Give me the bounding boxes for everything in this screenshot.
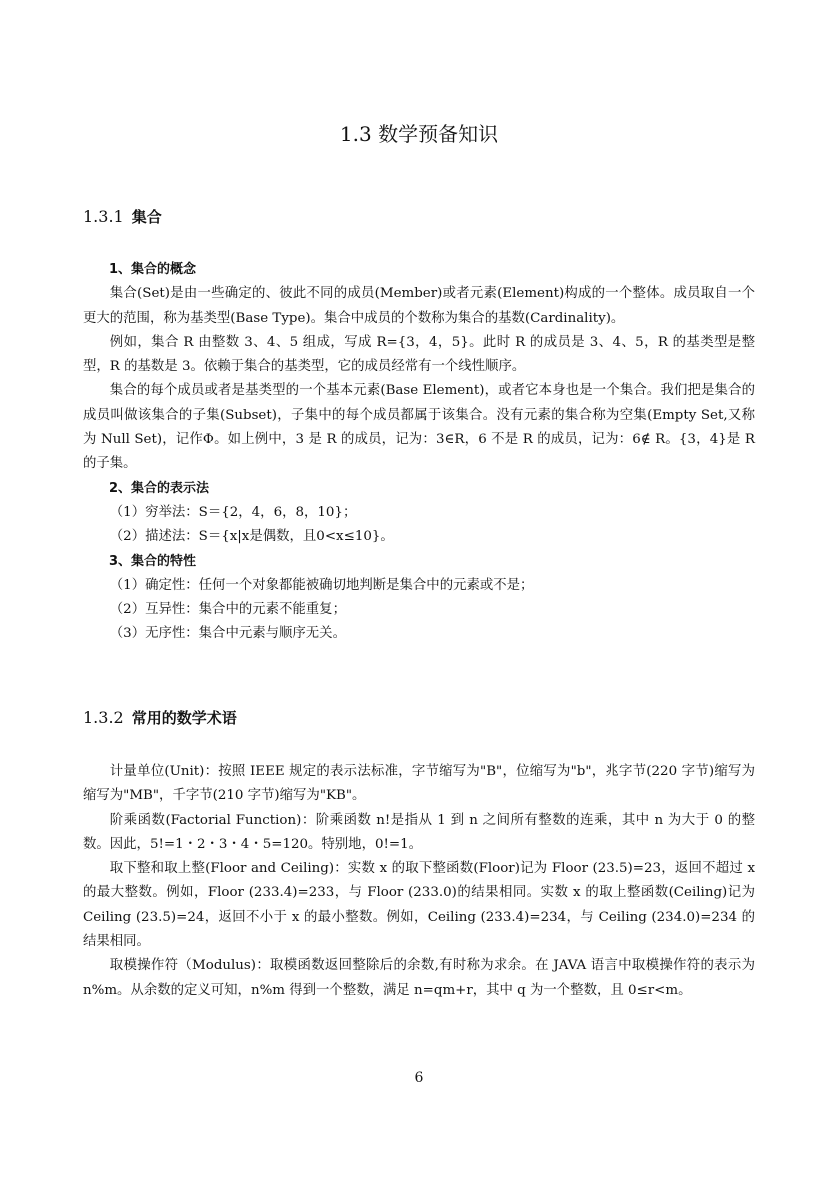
subheading-notation: 2、集合的表示法 bbox=[109, 480, 210, 496]
list-item: （1）穷举法：S＝{2，4，6，8，10}； bbox=[109, 504, 357, 520]
list-item: （2）互异性：集合中的元素不能重复； bbox=[109, 602, 346, 618]
paragraph: 阶乘函数(Factorial Function)：阶乘函数 n!是指从 1 到 n 之间所有整数的连乘，其中 n 为大于 0 的整数。因此，5!=1・2・3・4・5=120。特别地，0!=1。 bbox=[83, 812, 755, 852]
section-title: 集合 bbox=[131, 208, 162, 226]
paragraph: 计量单位(Unit)：按照 IEEE 规定的表示法标准，字节缩写为"B"，位缩写为"b"，兆字节(220 字节)缩写为缩写为"MB"，千字节(210 字节)缩写为"KB"。 bbox=[83, 764, 755, 804]
section-heading-1 bbox=[83, 206, 162, 228]
section-body-1 bbox=[83, 258, 755, 647]
paragraph: 取下整和取上整(Floor and Ceiling)：实数 x 的取下整函数(Floor)记为 Floor (23.5)=23，返回不超过 x 的最大整数。例如，Floor (233.4)=233，与 Floor (233.0)的结果相同。实数 x 的取上整函数(Ceiling)记为 Ceiling (23.5)=24，返回不小于 x 的最小整数。例如，Ceiling (233.4)=234，与 Ceiling (234.0)=234 的结果相同。 bbox=[83, 861, 755, 950]
subheading-properties: 3、集合的特性 bbox=[109, 553, 197, 569]
list-item: （3）无序性：集合中元素与顺序无关。 bbox=[109, 626, 346, 642]
paragraph: 例如，集合 R 由整数 3、4、5 组成，写成 R={3，4，5}。此时 R 的成员是 3、4、5，R 的基类型是整型，R 的基数是 3。依赖于集合的基类型，它的成员经常有一个线性顺序。 bbox=[83, 334, 755, 375]
page-title: 1.3 数学预备知识 bbox=[339, 122, 499, 146]
section-heading-2 bbox=[83, 707, 237, 729]
section-title: 常用的数学术语 bbox=[131, 709, 237, 727]
list-item: （1）确定性：任何一个对象都能被确切地判断是集合中的元素或不是； bbox=[109, 577, 534, 593]
paragraph: 取模操作符（Modulus)：取模函数返回整除后的余数,有时称为求余。在 JAVA 语言中取模操作符的表示为 n%m。从余数的定义可知，n%m 得到一个整数，满足 n=qm+r，其中 q 为一个整数，且 0≤r<m。 bbox=[83, 958, 755, 998]
paragraph: 集合的每个成员或者是基类型的一个基本元素(Base Element)，或者它本身也是一个集合。我们把是集合的成员叫做该集合的子集(Subset)，子集中的每个成员都属于该集合。没有元素的集合称为空集(Empty Set,又称为 Null Set)，记作Φ。如上例中，3 是 R 的成员，记为：3∈R，6 不是 R 的成员，记为：6∉ R。{3，4}是 R 的子集。 bbox=[83, 383, 755, 472]
section-number: 1.3.1 bbox=[83, 207, 124, 226]
page-number: 6 bbox=[414, 1070, 424, 1086]
section-body-2 bbox=[83, 760, 755, 1003]
list-item: （2）描述法：S＝{x|x是偶数，且0<x≤10}。 bbox=[109, 529, 394, 545]
paragraph: 集合(Set)是由一些确定的、彼此不同的成员(Member)或者元素(Element)构成的一个整体。成员取自一个更大的范围，称为基类型(Base Type)。集合中成员的个数称为集合的基数(Cardinality)。 bbox=[83, 286, 755, 326]
section-number: 1.3.2 bbox=[83, 708, 124, 727]
subheading-concept: 1、集合的概念 bbox=[109, 262, 197, 277]
